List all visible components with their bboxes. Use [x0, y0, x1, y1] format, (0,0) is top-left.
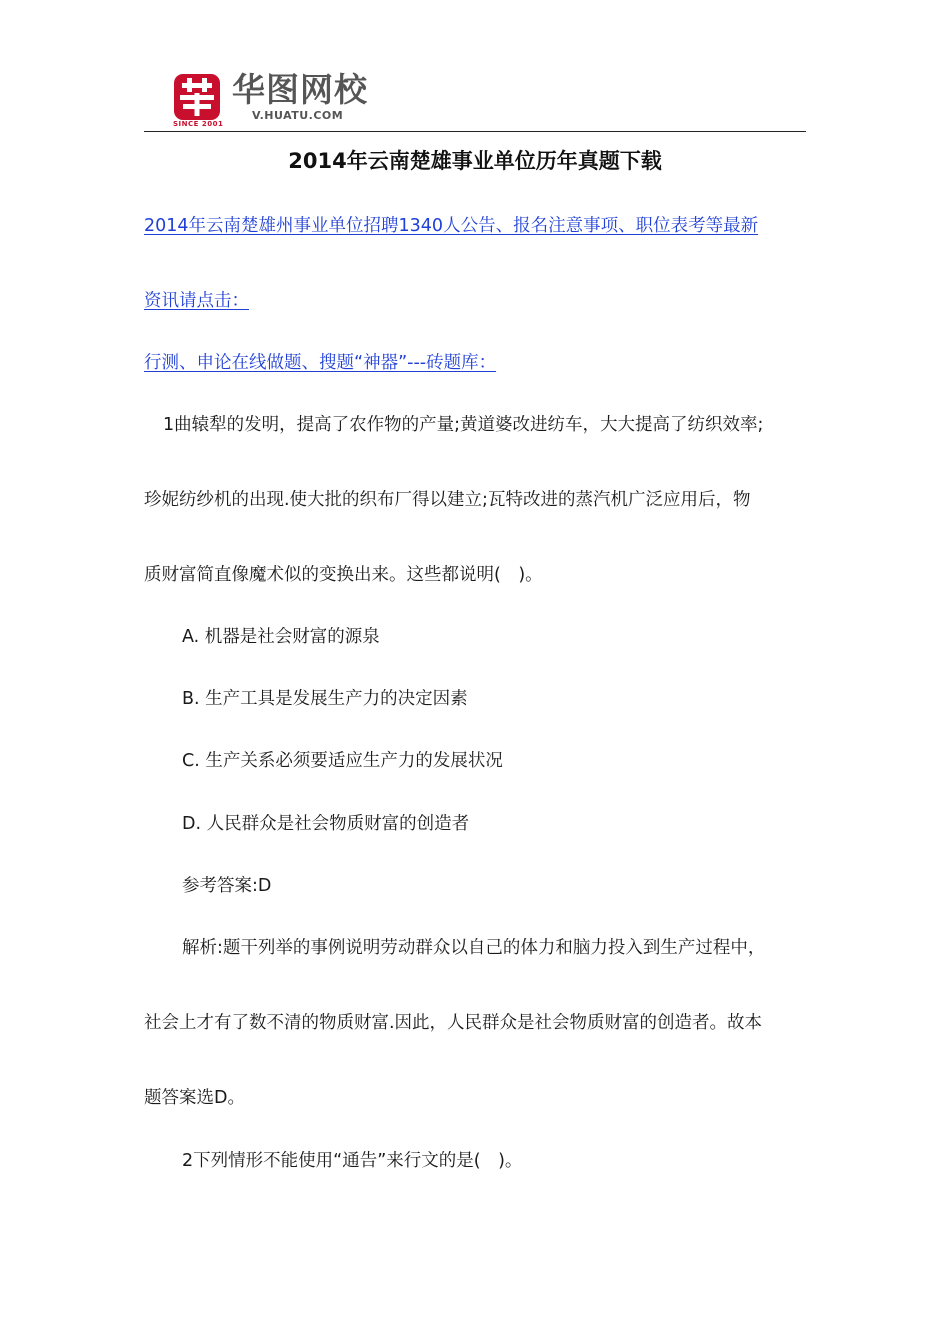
q1-stem-line3: 质财富简直像魔术似的变换出来。这些都说明( )。: [144, 565, 543, 585]
q1-option-d: D. 人民群众是社会物质财富的创造者: [182, 814, 470, 834]
q1-analysis-line1: 解析:题干列举的事例说明劳动群众以自己的体力和脑力投入到生产过程中，: [182, 938, 766, 958]
brand-name: 华图网校: [232, 70, 368, 109]
practice-link[interactable]: 行测、申论在线做题、搜题“神器”---砖题库：: [144, 353, 497, 373]
q1-option-a: A. 机器是社会财富的源泉: [182, 627, 380, 647]
site-header: [144, 66, 806, 132]
q1-analysis-line3: 题答案选D。: [144, 1088, 245, 1108]
q1-stem-line1: 1曲辕犁的发明，提高了农作物的产量;黄道婆改进纺车，大大提高了纺织效率;: [163, 415, 764, 435]
brand-url: V.HUATU.COM: [252, 109, 344, 122]
q1-option-b: B. 生产工具是发展生产力的决定因素: [182, 689, 468, 709]
q2-stem-line1: 2下列情形不能使用“通告”来行文的是( )。: [182, 1151, 523, 1171]
q1-stem-line2: 珍妮纺纱机的出现.使大批的织布厂得以建立;瓦特改进的蒸汽机广泛应用后，物: [144, 490, 751, 510]
q1-option-c: C. 生产关系必须要适应生产力的发展状况: [182, 751, 503, 771]
notice-link-line1[interactable]: 2014年云南楚雄州事业单位招聘1340人公告、报名注意事项、职位表考等最新: [144, 216, 759, 236]
notice-link-line2[interactable]: 资讯请点击：: [144, 291, 249, 311]
logo-since-text: SINCE 2001: [173, 120, 224, 128]
huatu-logo-icon: [174, 74, 220, 120]
q1-analysis-line2: 社会上才有了数不清的物质财富.因此，人民群众是社会物质财富的创造者。故本: [144, 1013, 763, 1033]
q1-answer: 参考答案:D: [182, 876, 272, 896]
page-title: 2014年云南楚雄事业单位历年真题下载: [288, 149, 662, 173]
header-divider: [144, 131, 806, 132]
